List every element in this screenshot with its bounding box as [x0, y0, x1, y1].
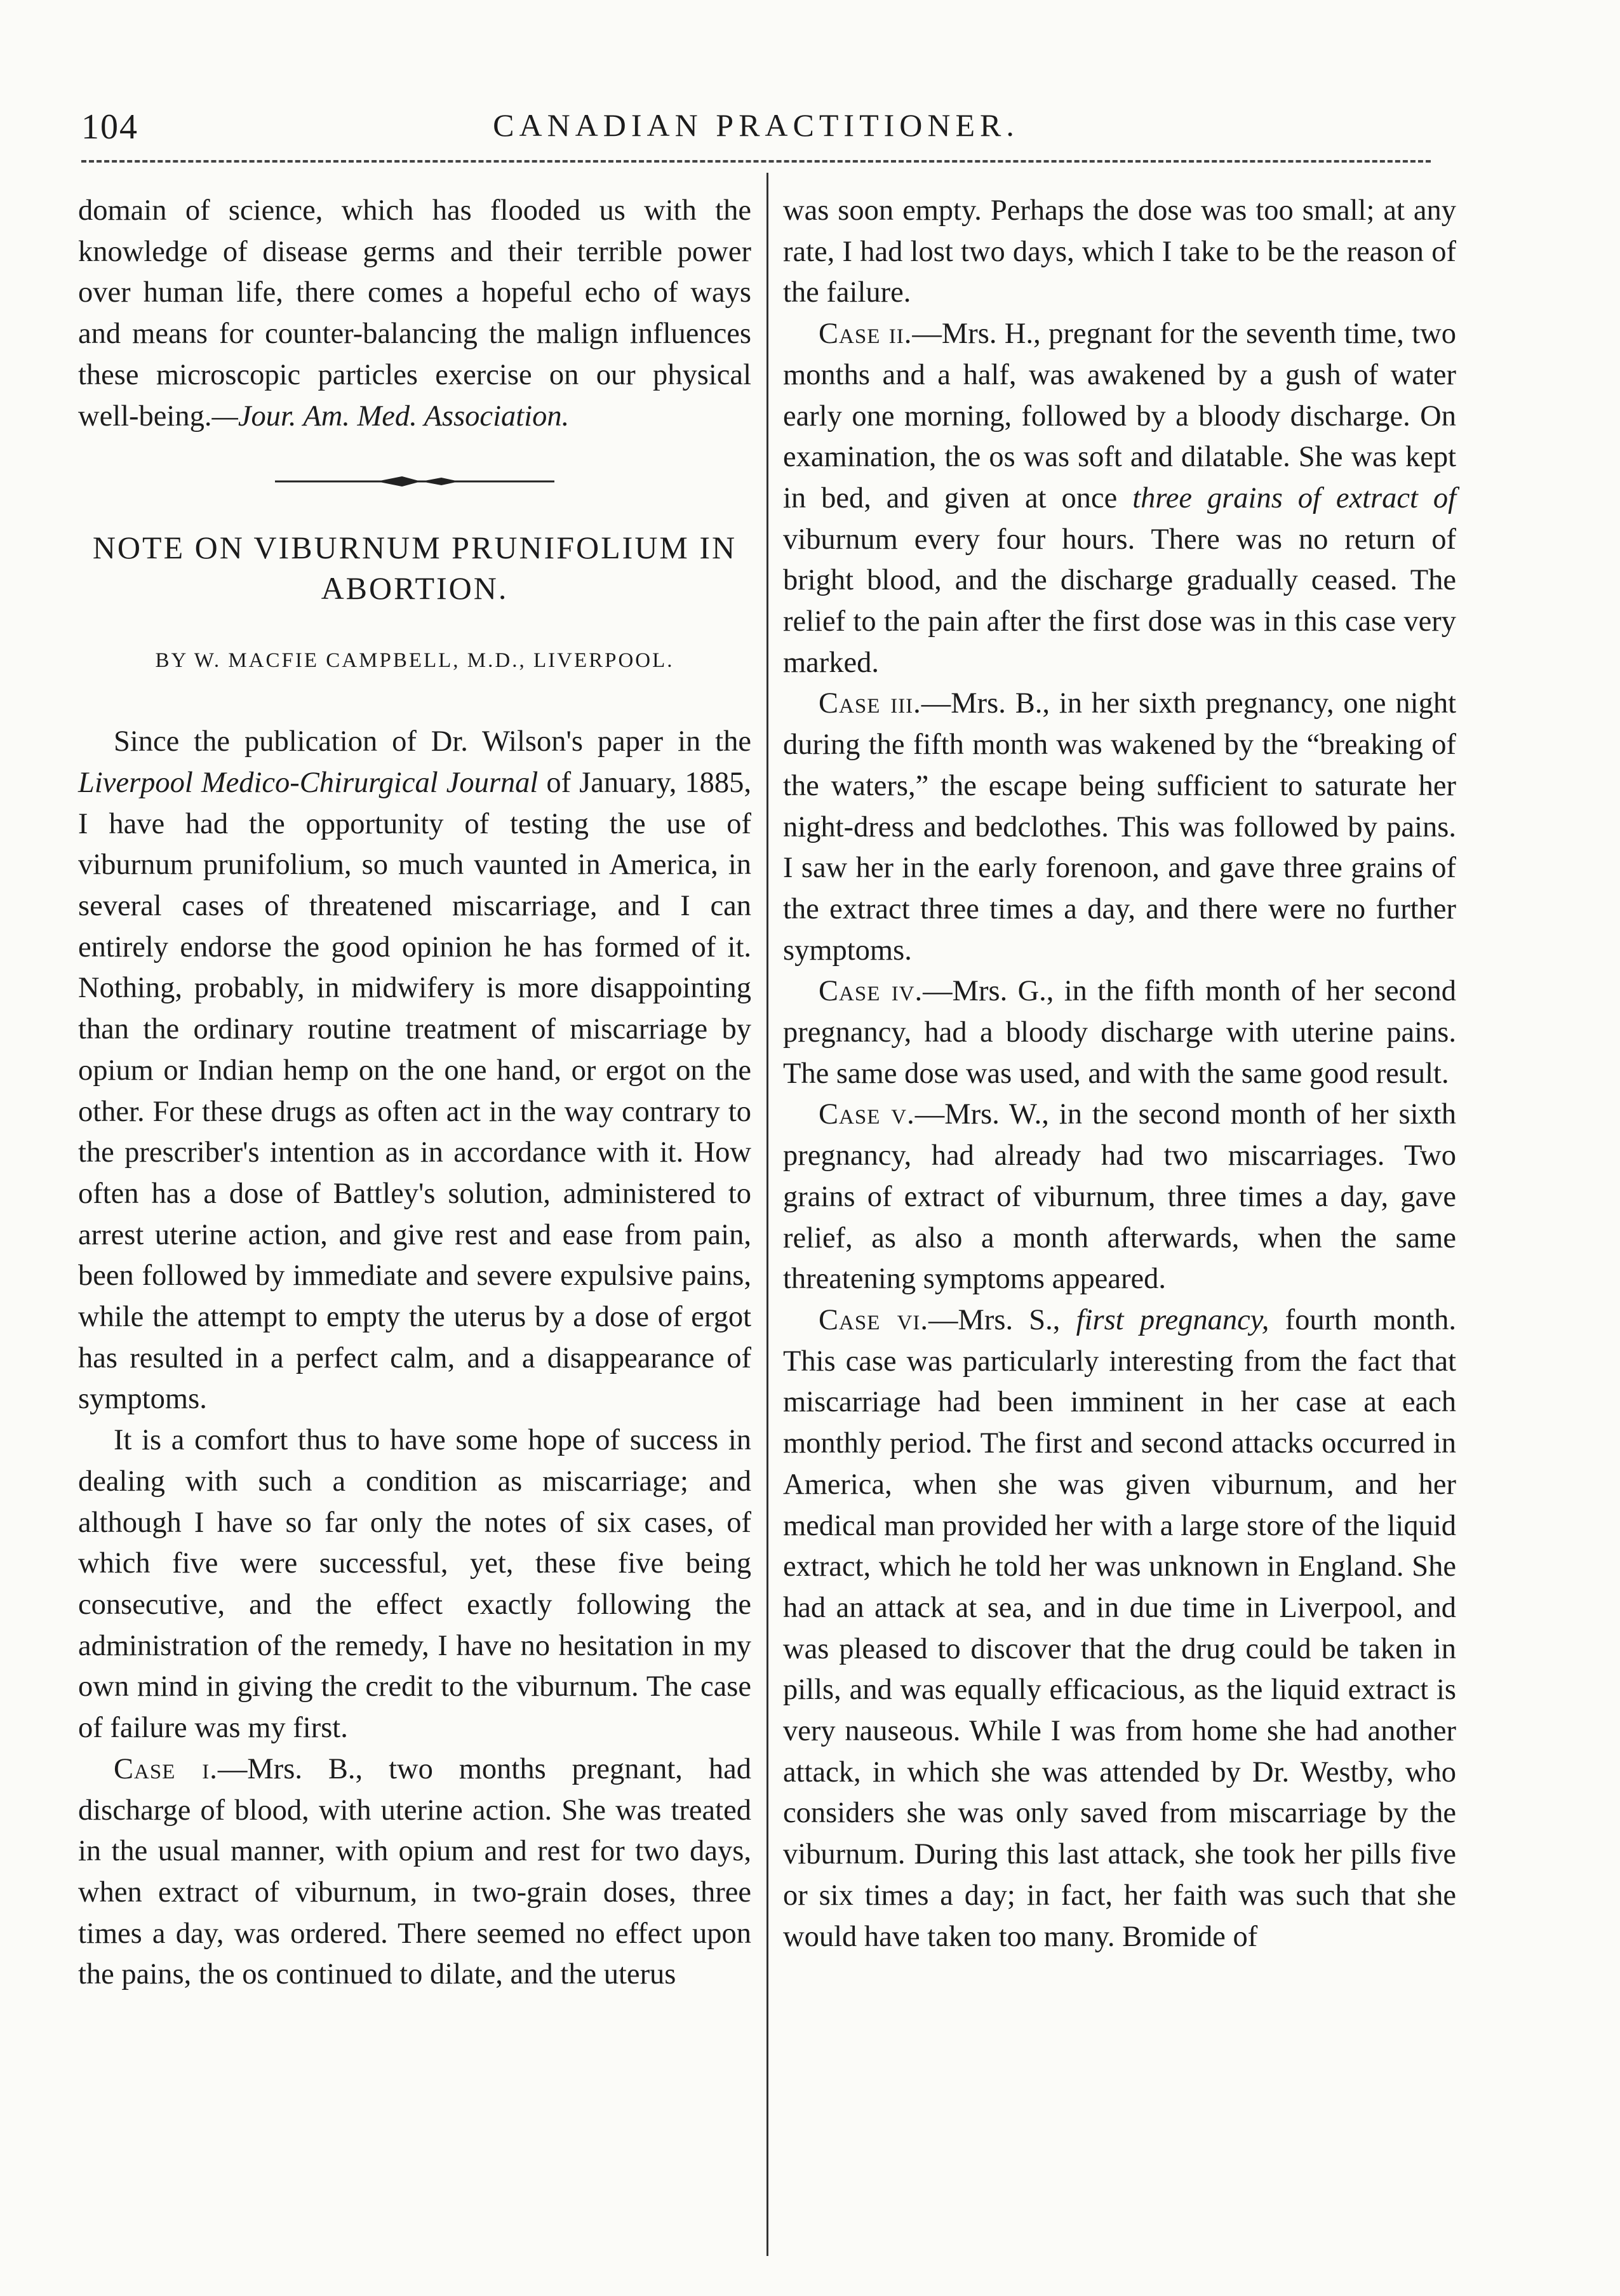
body-paragraph: Since the publication of Dr. Wilson's paper in the Liverpool Medico-Chirurgical Journal of January, 1885, I have had the opportunity of testing the use of viburnum prunifolium, so much vaunted in America, in several cases of threatened miscarriage, and I can entirely endorse the good opinion he has formed of it. Nothing, probably, in midwifery is more disappointing than the ordinary routine treatment of miscarriage by opium or Indian hemp on the one hand, or ergot on the other. For these drugs as often act in the way contrary to the prescriber's intention as in accordance with it. How often has a dose of Battley's solution, administered to arrest uterine action, and give rest and ease from pain, been followed by immediate and severe expulsive pains, while the attempt to empty the uterus by a dose of ergot has resulted in a perfect calm, and a disappearance of symptoms.	[78, 725, 752, 1416]
column-divider	[766, 173, 768, 2256]
case-paragraph: Case vi.—Mrs. S., first pregnancy, fourth month. This case was particularly interesting from the fact that miscarriage had been imminent in her case at each monthly period. The first and second attacks occurred in America, when she was given viburnum, and her medical man provided her with a large store of the liquid extract, which he told her was unknown in England. She had an attack at sea, and in due time in Liverpool, and was pleased to discover that the drug could be taken in pills, and was equally efficacious, as the liquid extract is very nauseous. While I was from home she had another attack, in which she was attended by Dr. Westby, who considers she was only saved from miscarriage by the viburnum. During this last attack, she took her pills five or six times a day; in fact, her faith was such that she would have taken too many. Bromide of	[783, 1303, 1456, 1953]
continued-paragraph: was soon empty. Perhaps the dose was too small; at any rate, I had lost two days, which I take to be the reason of the failure.	[783, 194, 1456, 309]
case-paragraph: Case iii.—Mrs. B., in her sixth pregnancy, one night during the fifth month was wakened by the “breaking of the waters,” the escape being sufficient to saturate her night-dress and bedclothes. This was followed by pains. I saw her in the early forenoon, and gave three grains of the extract three times a day, and there were no further symptoms.	[783, 687, 1456, 967]
case-paragraph: Case iv.—Mrs. G., in the fifth month of her second pregnancy, had a bloody discharge with uterine pains. The same dose was used, and with the same good result.	[783, 975, 1456, 1090]
case-paragraph: Case i.—Mrs. B., two months pregnant, had discharge of blood, with uterine action. She was treated in the usual manner, with opium and rest for two days, when extract of viburnum, in two-grain doses, three times a day, was ordered. There seemed no effect upon the pains, the os continued to dilate, and the uterus	[78, 1752, 751, 1991]
case-label: Case i.	[114, 1752, 218, 1785]
running-title: CANADIAN PRACTITIONER.	[493, 107, 1019, 143]
author-byline: BY W. MACFIE CAMPBELL, M.D., LIVERPOOL.	[155, 649, 674, 673]
case-paragraph: Case ii.—Mrs. H., pregnant for the seventh time, two months and a half, was awakened by a gush of water early one morning, followed by a bloody discharge. On examination, the os was soft and dilatable. She was kept in bed, and given at once three grains of extract of viburnum every four hours. There was no return of bright blood, and the discharge gradually ceased. The relief to the pain after the first dose was in this case very marked.	[783, 318, 1456, 679]
section-ornament	[275, 474, 554, 489]
article-title: NOTE ON VIBURNUM PRUNIFOLIUM IN ABORTION.	[92, 530, 737, 607]
page-number: 104	[81, 107, 138, 147]
case-paragraph: Case v.—Mrs. W., in the second month of her sixth pregnancy, had already had two miscarriages. Two grains of extract of viburnum, three times a day, gave relief, as also a month afterwards, when the same threatening symptoms appeared.	[783, 1098, 1456, 1296]
case-label: Case v.	[819, 1098, 915, 1131]
journal-name: Liverpool Medico-Chirurgical Journal	[78, 766, 539, 799]
right-column	[783, 191, 1456, 1957]
continued-paragraph: domain of science, which has flooded us with the knowledge of disease germs and their terrible power over human life, there comes a hopeful echo of ways and means for counter-balancing the malign influences these microscopic particles exercise on our physical well-being.—Jour. Am. Med. Association.	[78, 194, 751, 433]
source-citation: —Jour. Am. Med. Association.	[211, 399, 570, 433]
page-header	[81, 95, 1431, 152]
left-column	[78, 191, 751, 1996]
header-rule	[81, 160, 1431, 163]
case-label: Case ii.	[819, 318, 913, 351]
case-label: Case vi.	[819, 1303, 929, 1336]
case-label: Case iv.	[819, 975, 923, 1008]
case-label: Case iii.	[819, 687, 921, 720]
body-paragraph: It is a comfort thus to have some hope of success in dealing with such a condition as miscarriage; and although I have so far only the notes of six cases, of which five were successful, yet, these five being consecutive, and the effect exactly following the administration of the remedy, I have no hesitation in my own mind in giving the credit to the viburnum. The case of failure was my first.	[78, 1424, 751, 1745]
